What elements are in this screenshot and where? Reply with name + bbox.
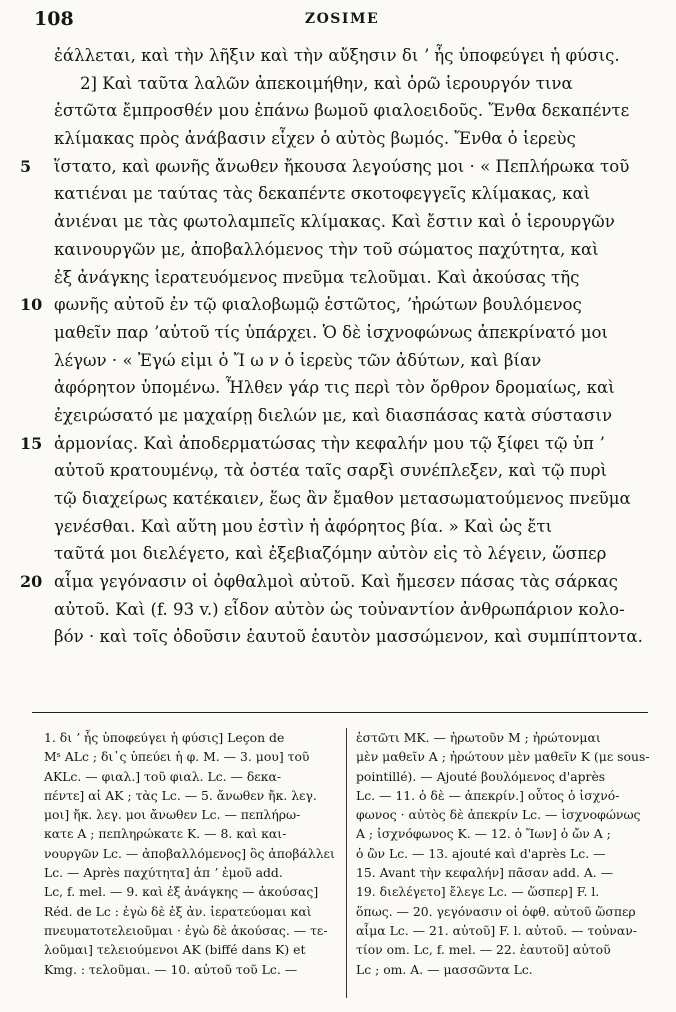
footnote-line: Réd. de Lc : ἐγὼ δὲ ἐξ ἀν. ἱερατεύομαι καὶ <box>44 903 312 919</box>
text-line <box>20 568 650 596</box>
line-text: ἀνιέναι με τὰς φωτολαμπεῖς κλίμακας. Καὶ ἔστιν καὶ ὁ ἱερουργῶν <box>54 212 615 232</box>
footnotes-left-column <box>44 728 342 979</box>
text-line <box>54 513 650 541</box>
footnote-line: ὅπως. — 20. γεγόνασιν οἱ ὀφθ. αὐτοῦ ὥσπερ <box>356 903 636 919</box>
footnotes <box>32 728 648 1008</box>
line-number: 15 <box>20 433 43 453</box>
line-text: ἁρμονίας. Καὶ ἀποδερματώσας τὴν κεφαλήν μου τῷ ξίφει τῷ ὑπ ʼ <box>54 433 605 453</box>
footnote-line: 1. δι ʼ ἧς ὑποφεύγει ἡ φύσις] Leçon de <box>44 730 285 745</box>
line-text: τῷ διαχείρως κατέκαιεν, ἕως ἂν ἔμαθον μετασωματούμενος πνεῦμα <box>54 489 631 508</box>
footnote-column-divider <box>346 728 347 998</box>
line-text: ἑστῶτα ἔμπροσθέν μου ἐπάνω βωμοῦ φιαλοειδοῦς. Ἔνθα δεκαπέντε <box>54 101 630 121</box>
text-line <box>54 180 650 208</box>
line-text: αὐτοῦ κρατουμένῳ, τὰ ὀστέα ταῖς σαρξὶ συνέπλεξεν, καὶ τῷ πυρὶ <box>54 461 607 481</box>
line-text: γενέσθαι. Καὶ αὕτη μου ἐστὶν ἡ ἀφόρητος βία. » Καὶ ὡς ἔτι <box>54 516 553 536</box>
page-number: 108 <box>34 8 74 30</box>
footnote-line: νουργῶν Lc. — ἀποβαλλόμενος] ὃς ἀποβάλλει <box>44 845 335 861</box>
footnote-line: AKLc. — φιαλ.] τοῦ φιαλ. Lc. — δεκα- <box>44 768 282 784</box>
footnote-line: 19. διελέγετο] ἔλεγε Lc. — ὥσπερ] F. l. <box>356 884 600 900</box>
footnote-line: Lc. — Après παχύτητα] ἀπ ʼ ἐμοῦ add. <box>44 865 283 881</box>
footnote-rule <box>32 712 648 713</box>
footnote-line: μὲν μαθεῖν A ; ἠρώτουν μὲν μαθεῖν K (με sous- <box>356 749 650 765</box>
running-title: ZOSIME <box>304 11 380 27</box>
page-header <box>34 8 650 32</box>
footnote-line: Mˢ ALc ; δι᾽ς ὑπεύει ἡ φ. M. — 3. μου] τοῦ <box>44 749 310 765</box>
footnote-line: pointillé). — Ajouté βουλόμενος d'après <box>356 768 606 784</box>
text-line <box>20 430 650 458</box>
line-text: ἐξ ἀνάγκης ἱερατευόμενος πνεῦμα τελοῦμαι. Καὶ ἀκούσας τῆς <box>54 267 580 287</box>
footnote-line: πέντε] αἱ AK ; τὰς Lc. — 5. ἄνωθεν ἤκ. λεγ. <box>44 787 317 803</box>
footnote-line: Kmg. : τελοῦμαι. — 10. αὐτοῦ τοῦ Lc. — <box>44 961 298 977</box>
text-line <box>54 402 650 430</box>
text-line <box>54 42 650 70</box>
text-line <box>54 457 650 485</box>
footnote-line: Lc ; om. A. — μασσῶντα Lc. <box>356 961 533 977</box>
text-line <box>54 236 650 264</box>
text-line <box>54 97 650 125</box>
line-number: 5 <box>20 156 32 176</box>
footnote-line: A ; ἰσχνόφωνος K. — 12. ὁ Ἴων] ὁ ὤν A ; <box>356 826 611 842</box>
line-text: μαθεῖν παρ ʼαὐτοῦ τίς ὑπάρχει. Ὁ δὲ ἰσχνοφώνως ἀπεκρίνατό μοι <box>54 322 608 342</box>
text-line <box>20 291 650 319</box>
text-line <box>54 208 650 236</box>
line-text: αἷμα γεγόνασιν οἱ ὀφθαλμοὶ αὐτοῦ. Καὶ ἤμεσεν πάσας τὰς σάρκας <box>54 572 618 592</box>
line-number: 20 <box>20 572 43 592</box>
text-line <box>54 540 650 568</box>
footnote-line: πνευματοτελειοῦμαι · ἐγὼ δὲ ἀκούσας. — τε- <box>44 922 328 938</box>
footnotes-right-column <box>356 728 648 979</box>
footnote-line: Lc, f. mel. — 9. καὶ ἐξ ἀνάγκης — ἀκούσας] <box>44 884 319 900</box>
footnote-line: Lc. — 11. ὁ δὲ — ἀπεκρίν.] οὗτος ὁ ἰσχνό- <box>356 787 620 803</box>
text-line <box>54 264 650 292</box>
footnote-line: ἑστῶτι MK. — ἠρωτοῦν M ; ἠρώτονμαι <box>356 730 601 745</box>
line-text: ἐχειρώσατό με μαχαίρῃ διελών με, καὶ διασπάσας κατὰ σύστασιν <box>54 405 613 425</box>
text-line <box>54 70 650 98</box>
footnote-line: ὁ ὢν Lc. — 13. ajouté καὶ d'après Lc. — <box>356 845 606 861</box>
text-line <box>54 374 650 402</box>
text-line <box>54 319 650 347</box>
footnote-line: μοι] ἤκ. λεγ. μοι ἄνωθεν Lc. — πεπλήρω- <box>44 807 301 823</box>
text-line <box>54 125 650 153</box>
footnote-line: φωνος · αὐτὸς δὲ ἀπεκρίν Lc. — ἰσχνοφώνως <box>356 807 641 823</box>
line-text: κατιέναι με ταύτας τὰς δεκαπέντε σκοτοφεγγεῖς κλίμακας, καὶ <box>54 184 591 204</box>
line-text: ταῦτά μοι διελέγετο, καὶ ἐξεβιαζόμην αὐτὸν εἰς τὸ λέγειν, ὥσπερ <box>54 544 607 564</box>
line-number: 10 <box>20 295 43 315</box>
footnote-line: 15. Avant τὴν κεφαλήν] πᾶσαν add. A. — <box>356 865 614 881</box>
line-text: κλίμακας πρὸς ἀνάβασιν εἶχεν ὁ αὐτὸς βωμός. Ἔνθα ὁ ἱερεὺς <box>54 129 576 149</box>
footnote-line: λοῦμαι] τελειούμενοι AK (biffé dans K) et <box>44 942 306 958</box>
line-text: ἀφόρητον ὑπομένω. Ἦλθεν γάρ τις περὶ τὸν ὄρθρον δρομαίως, καὶ <box>54 378 615 398</box>
text-line <box>54 596 650 624</box>
main-text <box>20 42 650 651</box>
line-text: φωνῆς αὐτοῦ ἐν τῷ φιαλοβωμῷ ἑστῶτος, ʼἠρώτων βουλόμενος <box>54 295 582 315</box>
line-text: 2] Καὶ ταῦτα λαλῶν ἀπεκοιμήθην, καὶ ὁρῶ ἱερουργόν τινα <box>80 73 573 93</box>
text-line <box>54 347 650 375</box>
line-text: αὐτοῦ. Καὶ (f. 93 v.) εἶδον αὐτὸν ὡς τοὐναντίον ἀνθρωπάριον κολο- <box>54 599 625 619</box>
text-line <box>54 623 650 651</box>
line-text: βόν · καὶ τοῖς ὀδοῦσιν ἑαυτοῦ ἑαυτὸν μασσώμενον, καὶ συμπίπτοντα. <box>54 627 643 647</box>
line-text: ἵστατο, καὶ φωνῆς ἄνωθεν ἤκουσα λεγούσης μοι · « Πεπλήρωκα τοῦ <box>54 156 630 176</box>
text-line <box>54 485 650 513</box>
text-line <box>20 153 650 181</box>
line-text: λέγων · « Ἐγώ εἰμι ὁ Ἴ ω ν ὁ ἱερεὺς τῶν ἀδύτων, καὶ βίαν <box>54 350 542 370</box>
footnote-line: τίον om. Lc, f. mel. — 22. ἑαυτοῦ] αὐτοῦ <box>356 942 611 958</box>
footnote-line: αἷμα Lc. — 21. αὐτοῦ] F. l. αὐτοῦ. — τοὐναν- <box>356 922 637 938</box>
line-text: ἐάλλεται, καὶ τὴν λῆξιν καὶ τὴν αὔξησιν δι ʼ ἧς ὑποφεύγει ἡ φύσις. <box>54 46 620 65</box>
line-text: καινουργῶν με, ἀποβαλλόμενος τὴν τοῦ σώματος παχύτητα, καὶ <box>54 239 599 259</box>
footnote-line: κατε A ; πεπληρώκατε K. — 8. καὶ και- <box>44 826 287 842</box>
